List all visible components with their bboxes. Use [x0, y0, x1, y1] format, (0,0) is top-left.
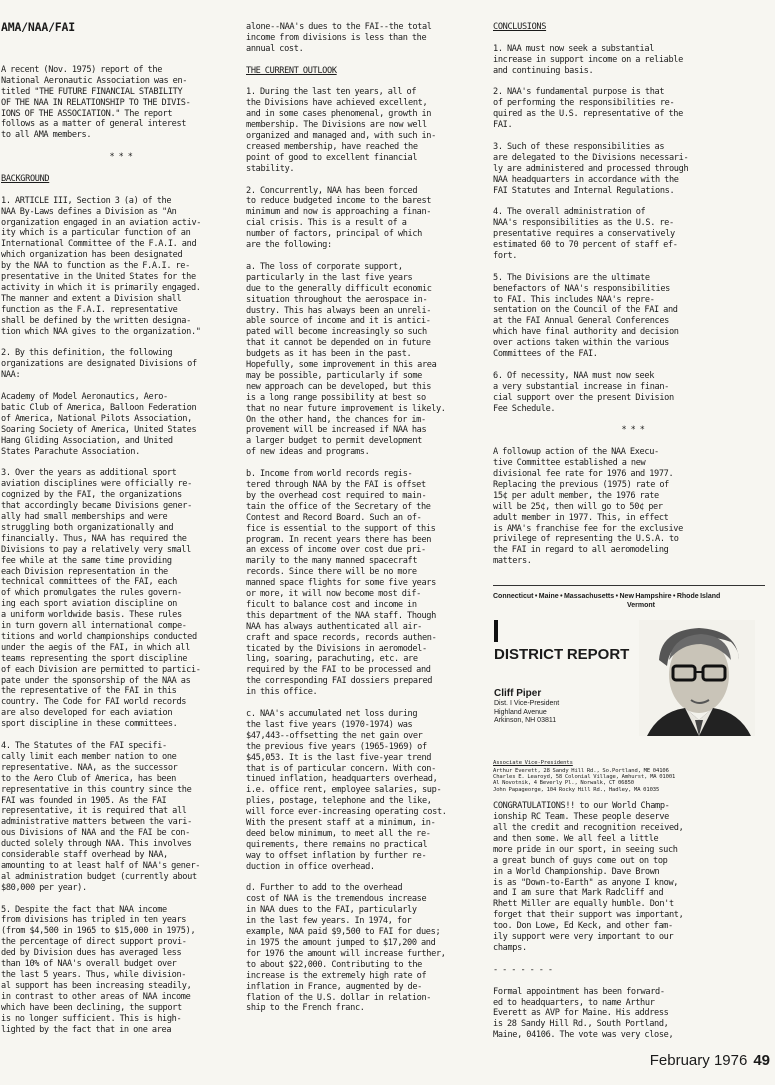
paragraph: c. NAA's accumulated net loss during the last five years (1970-1974) was $47,443--offsetting the net gain over the previous five years (1965-1969) of $45,053. It is the last five-year trend that is of particular concern. With con- tinued inflation, headquarters overhead, i.e. office rent, employee salaries, sup- plies, postage, telephone and the like, will force ever-increasing operating cost. With the present staff at a minimum, in- deed below minimum, to meet all the re- quirements, there remains no practical way to offset inflation by further re- duction in office overhead.	[246, 709, 447, 872]
states-list: Connecticut • Maine • Massachusetts • New Hampshire • Rhode Island	[493, 593, 721, 601]
paragraph: 1. ARTICLE III, Section 3 (a) of the NAA By-Laws defines a Division as "An organization engaged in an aviation activ- ity which is a particular function of an International Committee of the F.A.I. and which organization has been designated by the NAA to function as the F.A.I. re- presentative in the United States for the activity in which it is primarily engaged. The manner and extent a Division shall function as the F.A.I. representative shall be defined by the written designa- tion which NAA gives to the organization."	[1, 195, 202, 337]
district-numeral-bar	[494, 620, 498, 642]
intro-paragraph: A recent (Nov. 1975) report of the National Aeronautic Association was en- titled "THE FUTURE FINANCIAL STABILITY OF THE NAA IN RELATIONSHIP TO THE DIVIS- IONS OF THE ASSOCIATION." The report follows as a matter of general interest to all AMA members.	[1, 64, 191, 141]
paragraph: 6. Of necessity, NAA must now seek a very substantial increase in finan- cial support over the present Division Fee Schedule.	[493, 370, 674, 414]
page-number: 49	[753, 1052, 770, 1069]
district-states	[493, 592, 773, 610]
district-report-header	[493, 616, 773, 756]
separator-stars: * * *	[621, 425, 645, 436]
section-heading-background: BACKGROUND	[1, 173, 50, 184]
paragraph: 5. The Divisions are the ultimate benefactors of NAA's responsibilities to FAI. This includes NAA's repre- sentation on the Council of the FAI and at the FAI Annual General Conferences which have final authority and decision over actions taken within the various Committees of the FAI.	[493, 272, 679, 360]
paragraph: 3. Over the years as additional sport aviation disciplines were officially re- cognized by the FAI, the organizations that accordingly became Divisions gener- ally had small memberships and were struggling both organizationally and financially. Thus, NAA has required the Divisions to pay a relatively very small fee while at the same time providing each Division representation in the technical committees of the FAI, each of which promulgates the rules govern- ing each sport aviation discipline on a uniform worldwide basis. These rules in turn govern all international compe- titions and world championships conducted under the aegis of the FAI, in which all teams representing the sport discipline of each Division are permitted to partici- pate under the sponsorship of the NAA as the representative of the FAI in this country. The Code for FAI world records are also developed for each aviation sport discipline in these committees.	[1, 468, 201, 730]
separator-dashes: - - - - - - -	[493, 964, 553, 975]
vice-president-block	[494, 688, 559, 726]
associate-vp: Arthur Everett, 28 Sandy Hill Rd., So.Portland, ME 04106	[493, 767, 669, 774]
paragraph: 2. Concurrently, NAA has been forced to reduce budgeted income to the barest minimum and now is approaching a finan- cial crisis. This is a result of a number of factors, principal of which are the following:	[246, 185, 432, 251]
paragraph: 3. Such of these responsibilities as are delegated to the Divisions necessari- ly are administered and processed through NAA headquarters in accordance with the FAI Statutes and Internal Regulations.	[493, 141, 689, 196]
states-vermont: Vermont	[626, 602, 655, 610]
column-2	[246, 22, 488, 1025]
paragraph: 1. During the last ten years, all of the Divisions have achieved excellent, and in some cases phenomenal, growth in membership. The Divisions are now well organized and managed and, with such in- creased membership, have reached the point of good to excellent financial stability.	[246, 87, 436, 174]
paragraph: 4. The Statutes of the FAI specifi- cally limit each member nation to one representative. NAA, as the successor to the Aero Club of America, has been representative in this country since the FAI was founded in 1905. As the FAI representative, it is required that all administrative matters between the vari- ous Divisions of NAA and the FAI be con- ducted solely through NAA. This involves considerable staff overhead by NAA, amounting to at least half of NAA's gener- al administration budget (currently about $80,000 per year).	[1, 740, 201, 893]
column-3	[493, 22, 773, 1052]
district-report-title: DISTRICT REPORT	[494, 646, 630, 664]
paragraph: a. The loss of corporate support, particularly in the last five years due to the generally difficult economic situation throughout the aerospace in- dustry. This has always been an unreli- able source of income and it is antici- pated will become increasingly so such that it cannot be depended on in future budgets as it has been in the past. Hopefully, some improvement in this area may be possible, particularly if some new approach can be developed, but this is a long range possibility at best so that no near future improvement is likely. On the other hand, the chances for im- provement will be increased if NAA has a larger budget to permit development of new ideas and programs.	[246, 261, 446, 458]
paragraph: b. Income from world records regis- tered through NAA by the FAI is offset by the overhead cost required to main- tain the office of the Secretary of the Contest and Record Board. Such an of- fice is essential to the support of this program. In recent years there has been an excess of income over cost due pri- marily to the many manned spacecraft records. Since there will be no more manned space flights for some five years or more, it will now become most dif- ficult to balance cost and income in this department of the NAA staff. Though NAA has always authenticated all air- craft and space records, records authen- ticated by the Divisions in aeromodel- ling, soaring, parachuting, etc. are required by the FAI to be processed and the corresponding FAI dossiers prepared in this office.	[246, 469, 437, 698]
paragraph: Academy of Model Aeronautics, Aero- batic Club of America, Balloon Federation of America, National Pilots Association, Soaring Society of America, United States Hang Gliding Association, and United States Parachute Association.	[1, 392, 197, 457]
section-heading-conclusions: CONCLUSIONS	[493, 22, 547, 32]
associate-vps-heading: Associate Vice-Presidents	[493, 760, 573, 767]
paragraph: 5. Despite the fact that NAA income from divisions has tripled in ten years (from $4,500 in 1965 to $15,000 in 1975), the percentage of direct support provi- ded by Division dues has averaged less than 10% of NAA's overall budget over the last 5 years. Thus, while division- al support has been increasing steadily, in contrast to other areas of NAA income which have been declining, the support is no longer sufficient. This is high- lighted by the fact that in one area	[1, 904, 196, 1035]
continued-paragraph: alone--NAA's dues to the FAI--the total income from divisions is less than the annual cost.	[246, 22, 432, 54]
associate-vp: Charles E. Learoyd, 58 Colonial Village, Amhurst, MA 01001	[493, 774, 676, 780]
vp-address-1: Highland Avenue	[494, 708, 547, 716]
followup-paragraph: A followup action of the NAA Execu- tive Committee established a new divisional fee rate for 1976 and 1977. Replacing the previous (1975) rate of 15¢ per adult member, the 1976 rate will be 25¢, then will go to 50¢ per adult member in 1977. This, in effect is AMA's franchise fee for the exclusive privilege of representing the U.S.A. to the FAI in regard to all aeromodeling matters.	[493, 447, 683, 567]
district-divider	[493, 585, 765, 586]
associate-vps	[493, 760, 773, 793]
appointment-paragraph: Formal appointment has been forward- ed to headquarters, to name Arthur Everett as AVP for Maine. His address is 28 Sandy Hill Rd., South Portland, Maine, 04106. The vote was very close,	[493, 986, 674, 1041]
article-heading: AMA/NAA/FAI	[1, 20, 75, 34]
congratulations-paragraph: CONGRATULATIONS!! to our World Champ- ionship RC Team. These people deserve all the credit and recognition received, and then some. We all feel a little more pride in our sport, in seeing such a great bunch of guys come out on top in a World Championship. Dave Brown is as "Down-to-Earth" as anyone I know, and I am sure that Mark Radcliff and Rhett Miller are equally humble. Don't forget that their support was important, too. Don Lowe, Ed Keck, and other fam- ily support were very important to our champs.	[493, 801, 684, 953]
vp-address-2: Arkinson, NH 03811	[494, 717, 557, 725]
paragraph: 1. NAA must now seek a substantial increase in support income on a reliable and continuing basis.	[493, 43, 683, 76]
issue-date: February 1976	[649, 1052, 748, 1069]
separator-stars: * * *	[109, 152, 133, 163]
associate-vp: Al Novotnik, 4 Beverly Pl., Norwalk, CT 06850	[493, 780, 635, 787]
vp-name: Cliff Piper	[494, 688, 542, 700]
page-footer	[595, 1052, 770, 1069]
associate-vp: John Papageorge, 104 Rocky Hill Rd., Hadley, MA 01035	[493, 786, 660, 793]
section-heading-current-outlook: THE CURRENT OUTLOOK	[246, 65, 337, 76]
paragraph: 4. The overall administration of NAA's responsibilities as the U.S. re- presentative requires a conservatively estimated 60 to 70 percent of staff ef- fort.	[493, 207, 678, 261]
paragraph: 2. By this definition, the following organizations are designated Divisions of NAA:	[1, 348, 197, 381]
paragraph: 2. NAA's fundamental purpose is that of performing the responsibilities re- quired as the U.S. representative of the FAI.	[493, 87, 683, 131]
paragraph: d. Further to add to the overhead cost of NAA is the tremendous increase in NAA dues to the FAI, particularly in the last few years. In 1974, for example, NAA paid $9,500 to FAI for dues; in 1975 the amount jumped to $17,200 and for 1976 the amount will increase further, to about $22,000. Contributing to the increase is the extremely high rate of inflation in France, augmented by de- flation of the U.S. dollar in relation- ship to the French franc.	[246, 883, 446, 1014]
vp-role: Dist. I Vice-President	[494, 700, 560, 708]
column-1	[1, 22, 241, 1046]
vp-portrait-photo	[639, 620, 755, 736]
